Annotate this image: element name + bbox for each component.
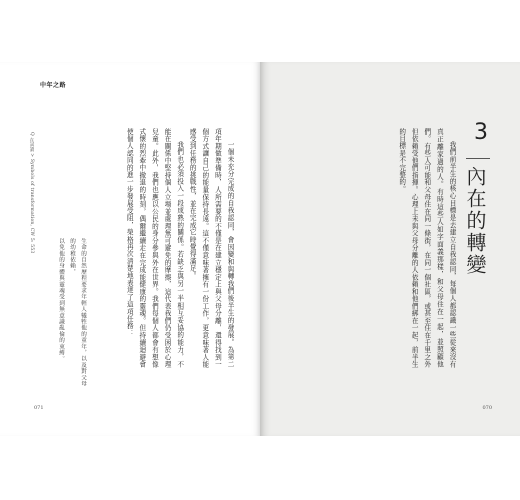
right-body-text (318, 128, 458, 368)
chapter-title: 內在的轉變 (463, 166, 487, 276)
left-page-number: 071 (34, 405, 44, 411)
running-head: 中年之路 (40, 82, 67, 89)
quote-line-1: 生命的自然歷程要求年輕人犧牲他的童年，以及對父母的幼稚依賴， (69, 238, 86, 387)
book-spread (0, 62, 520, 436)
chapter-number: 3 (474, 120, 488, 145)
block-quote (48, 238, 88, 388)
left-paragraph-1: 一個未充分完成的自我認同，會因變和與轉我們後半生的發展。為第二項年期做準備時，人所需要的不僅是在建立穩定上與父母分離，還得找到一個方式讓自己的能量保持長遠。這不僅意味著擁有一份工作，更意味著人能感受到任務的挑戰性，並在完成它時覺得滿足。 (188, 128, 234, 368)
side-note: Q 在試讀 > Symbols of transformation, CW 5: 553 (29, 132, 34, 254)
right-paragraph-1: 我們前半生的核心目標是去建立自我認同，每個人都認識一些從來沒有真正離家過的人。有時這些人如字面義那樣，和父母住在一起，並照顧他們。有些人可能和父母住在同一條街，在同一個社區，或甚至住在千里之外但依賴受他們指揮。心理上未與父母分離的人依賴和他們綁在一起，前半生的目標是不完整的。 (397, 128, 456, 368)
chapter-heading (458, 120, 498, 380)
left-paragraph-2: 我們也必須投入一段成熟的關係。若缺乏與另一半相互妥協的能力，不能在關係中堅持個人立場並處理無可避免的摩擦，這代表我們仍受困於心理兒童。此外，我們也應以公民的身分參與外在世界。我們每個人都會有想像式懷的烈牽中撤退的時刻，偶爾繼續走在完成能健康的靈魂。但持續迴避會使個人認同的進一步發展受阻，榮格再次清楚地表達了這項任務： (125, 128, 184, 368)
right-page-number: 070 (482, 405, 492, 411)
right-page (260, 62, 520, 436)
quote-line-2: 以免他的身體與靈魂受到無意識亂倫的束縛。 (58, 238, 64, 362)
left-page (0, 62, 260, 436)
chapter-rule (466, 158, 490, 159)
